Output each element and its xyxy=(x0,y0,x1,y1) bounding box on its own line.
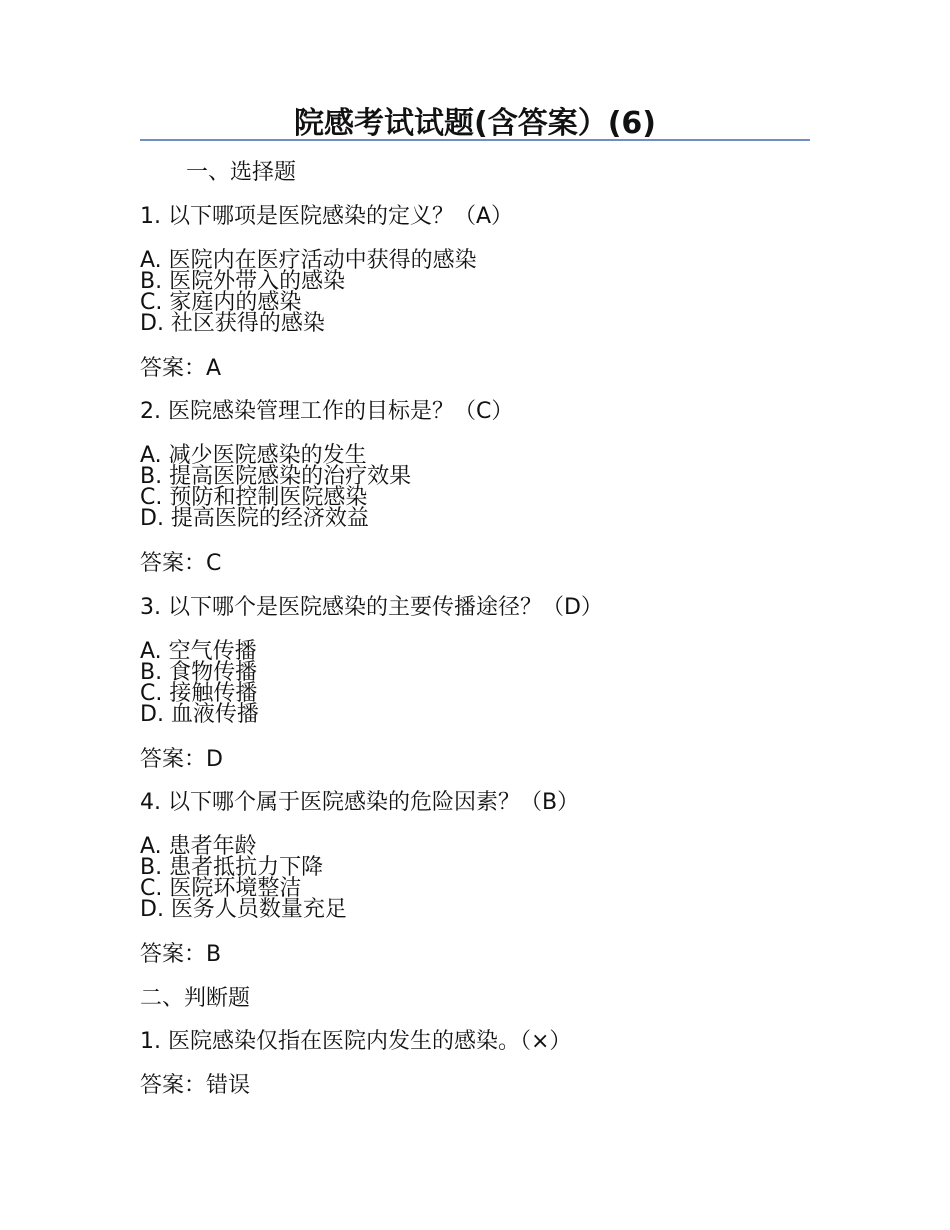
option-b: B. 提高医院感染的治疗效果 xyxy=(140,464,412,489)
answer: 答案：C xyxy=(140,551,222,576)
answer: 答案：D xyxy=(140,747,223,772)
question-stem: 1. 医院感染仅指在医院内发生的感染。（×） xyxy=(140,1029,572,1054)
title-underline xyxy=(140,139,810,141)
document-title: 院感考试试题(含答案）(6) xyxy=(293,106,656,141)
question-stem: 1. 以下哪项是医院感染的定义？（A） xyxy=(140,204,514,229)
option-c: C. 预防和控制医院感染 xyxy=(140,485,368,510)
option-c: C. 接触传播 xyxy=(140,681,258,706)
answer: 答案：A xyxy=(140,356,222,381)
option-b: B. 患者抵抗力下降 xyxy=(140,855,324,880)
option-d: D. 社区获得的感染 xyxy=(140,311,325,336)
option-a: A. 空气传播 xyxy=(140,639,257,664)
option-a: A. 减少医院感染的发生 xyxy=(140,443,367,468)
option-a: A. 患者年龄 xyxy=(140,834,257,859)
answer: 答案：B xyxy=(140,942,222,967)
option-c: C. 医院环境整洁 xyxy=(140,876,302,901)
option-d: D. 血液传播 xyxy=(140,702,259,727)
section-heading-choice: 一、选择题 xyxy=(186,160,297,185)
question-stem: 3. 以下哪个是医院感染的主要传播途径？（D） xyxy=(140,595,603,620)
option-d: D. 医务人员数量充足 xyxy=(140,897,347,922)
section-heading-judgement: 二、判断题 xyxy=(140,986,251,1011)
answer: 答案：错误 xyxy=(140,1073,251,1098)
question-stem: 4. 以下哪个属于医院感染的危险因素？（B） xyxy=(140,790,580,815)
question-stem: 2. 医院感染管理工作的目标是？（C） xyxy=(140,399,514,424)
option-d: D. 提高医院的经济效益 xyxy=(140,506,369,531)
option-a: A. 医院内在医疗活动中获得的感染 xyxy=(140,248,477,273)
option-c: C. 家庭内的感染 xyxy=(140,290,302,315)
option-b: B. 医院外带入的感染 xyxy=(140,269,346,294)
option-b: B. 食物传播 xyxy=(140,660,258,685)
